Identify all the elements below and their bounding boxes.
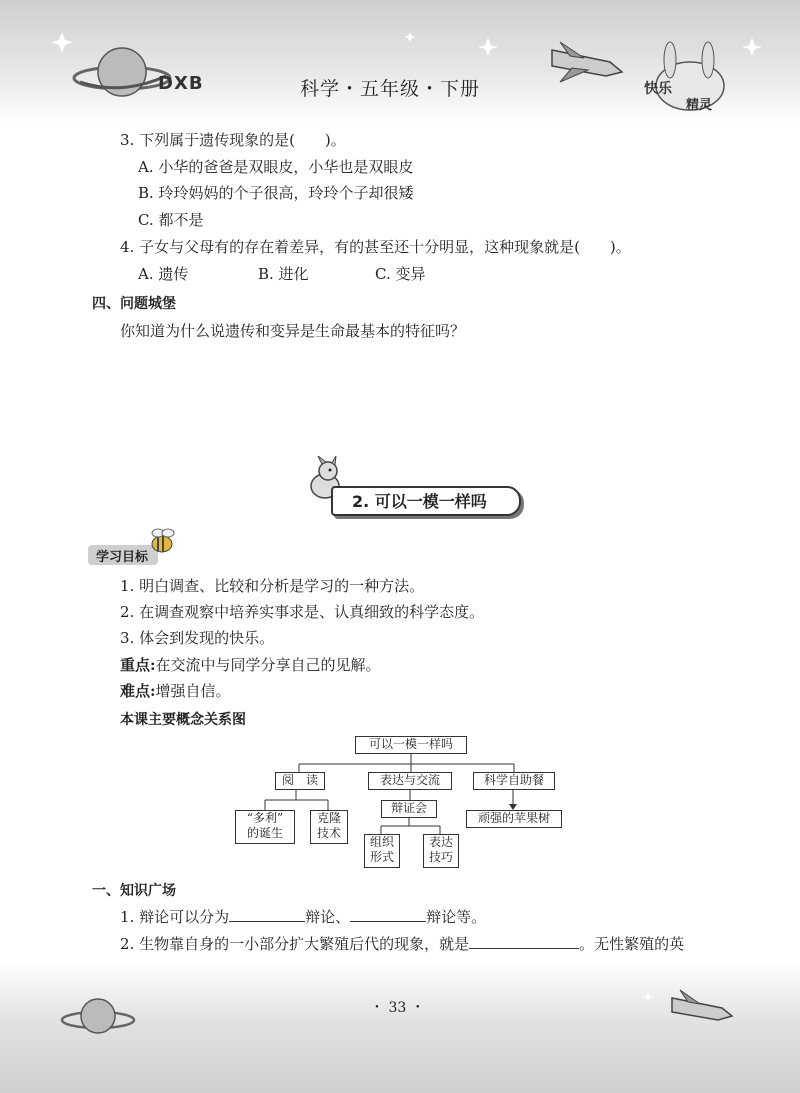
concept-dolly-line2: 的诞生 [246, 826, 283, 840]
learning-goals-label: 学习目标 [96, 550, 149, 565]
difficulty-label: 难点: [120, 682, 156, 700]
question-4-option-a: A. 遗传 [138, 265, 189, 283]
question-4-option-c: C. 变异 [375, 265, 426, 283]
question-4-option-b: B. 进化 [258, 265, 309, 283]
concept-dolly-line1: “多利” [246, 811, 284, 825]
question-3: 3. 下列属于遗传现象的是( )。 [120, 131, 346, 149]
q1-text-b: 辩论、 [305, 908, 351, 926]
concept-skill-line2: 技巧 [428, 850, 453, 864]
concept-clone-line2: 技术 [316, 826, 341, 840]
q1-blank-1[interactable] [229, 907, 305, 922]
question-one-2 [120, 934, 684, 954]
q2-text-a: 2. 生物靠自身的一小部分扩大繁殖后代的现象，就是 [120, 935, 470, 953]
concept-org-line2: 形式 [369, 850, 394, 864]
section-four-heading: 四、问题城堡 [92, 296, 176, 312]
key-point-text: 在交流中与同学分享自己的见解。 [155, 656, 381, 674]
section-one-heading: 一、知识广场 [92, 883, 176, 899]
concept-clone-line1: 克隆 [316, 811, 341, 825]
concept-org-line1: 组织 [369, 835, 394, 849]
question-one-1 [120, 907, 486, 927]
concept-root: 可以一模一样吗 [355, 736, 467, 754]
goal-item-1: 1. 明白调查、比较和分析是学习的一种方法。 [120, 577, 425, 595]
concept-clone-tech [310, 810, 348, 844]
logo-text-bottom: 精灵 [686, 98, 713, 113]
concept-science-buffet: 科学自助餐 [473, 772, 555, 790]
q1-text-c: 辩论等。 [426, 908, 487, 926]
concept-org-form [364, 834, 400, 868]
concept-apple-tree: 顽强的苹果树 [466, 810, 562, 828]
q2-text-b: 。无性繁殖的英 [579, 935, 685, 953]
concept-express-skill [423, 834, 459, 868]
question-4: 4. 子女与父母有的存在着差异，有的甚至还十分明显，这种现象就是( )。 [120, 238, 631, 256]
question-3-option-c: C. 都不是 [138, 211, 204, 229]
page-number: ・ 33 ・ [370, 1000, 425, 1016]
concept-map-title: 本课主要概念关系图 [120, 712, 246, 728]
concept-reading: 阅 读 [275, 772, 325, 790]
goal-item-2: 2. 在调查观察中培养实事求是、认真细致的科学态度。 [120, 603, 485, 621]
logo-text-top: 快乐 [644, 81, 672, 97]
concept-skill-line1: 表达 [428, 835, 453, 849]
lesson-title: 2. 可以一模一样吗 [352, 492, 487, 511]
question-3-option-b: B. 玲玲妈妈的个子很高，玲玲个子却很矮 [138, 184, 414, 202]
q2-blank-1[interactable] [469, 934, 579, 949]
concept-debate: 辩证会 [381, 800, 437, 818]
question-3-option-a: A. 小华的爸爸是双眼皮，小华也是双眼皮 [138, 158, 414, 176]
footer-decoration [0, 962, 800, 1093]
key-point-label: 重点: [120, 656, 156, 674]
footer-rocket-icon [672, 990, 732, 1020]
footer-star-icon [642, 992, 654, 1002]
brand-label: DXB [158, 73, 204, 94]
section-four-question: 你知道为什么说遗传和变异是生命最基本的特征吗？ [120, 322, 466, 340]
q1-text-a: 1. 辩论可以分为 [120, 908, 230, 926]
difficulty-text: 增强自信。 [155, 682, 231, 700]
concept-expression: 表达与交流 [368, 772, 452, 790]
goal-item-3: 3. 体会到发现的快乐。 [120, 629, 275, 647]
page-header-title: 科学・五年级・下册 [300, 78, 481, 100]
concept-dolly-birth [235, 810, 295, 844]
q1-blank-2[interactable] [350, 907, 426, 922]
footer-planet-icon [62, 999, 134, 1033]
